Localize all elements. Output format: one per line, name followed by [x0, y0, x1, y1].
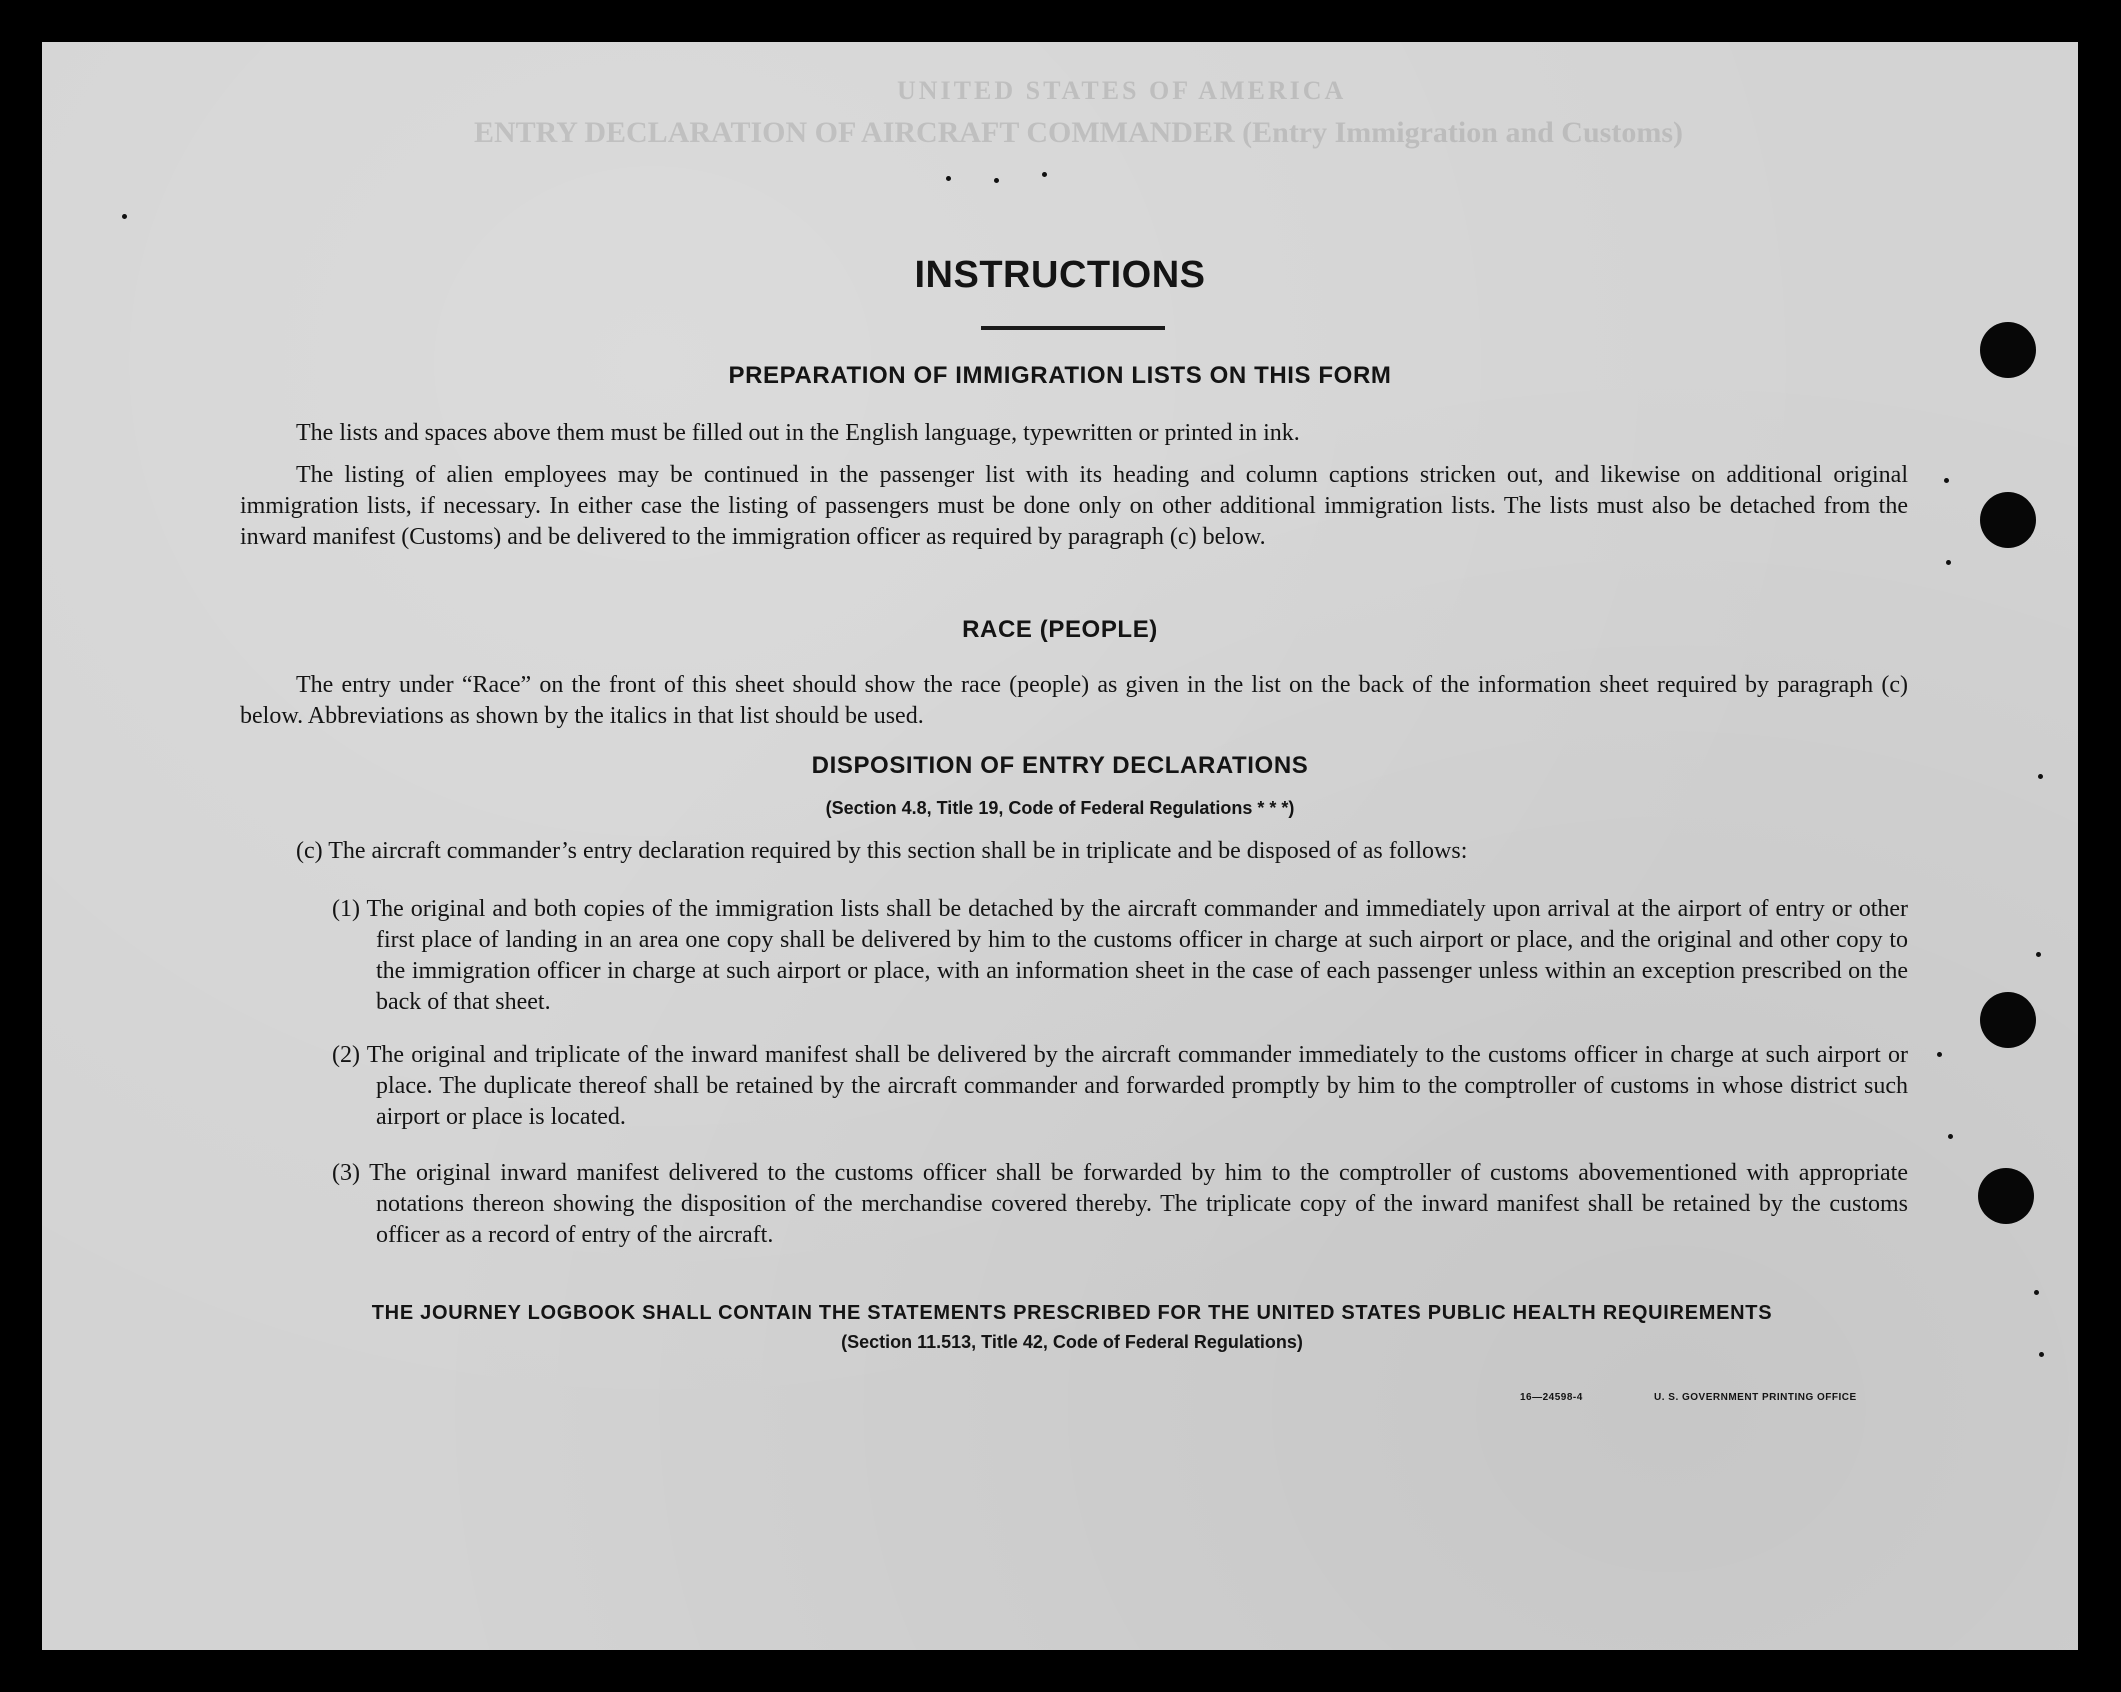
speck-mark	[1042, 172, 1047, 177]
footer-health-requirements: THE JOURNEY LOGBOOK SHALL CONTAIN THE STATEMENTS PRESCRIBED FOR THE UNITED STATES PUBLIC HEALTH REQUIREMENTS	[371, 1302, 1773, 1324]
heading-race: RACE (PEOPLE)	[962, 616, 1158, 643]
punch-hole	[1980, 992, 2036, 1048]
page-title: INSTRUCTIONS	[914, 254, 1206, 296]
speck-mark	[2039, 1352, 2044, 1357]
document-page	[42, 42, 2078, 1650]
speck-mark	[1948, 1134, 1953, 1139]
punch-hole	[1978, 1168, 2034, 1224]
speck-mark	[122, 214, 127, 219]
heading-disposition: DISPOSITION OF ENTRY DECLARATIONS	[811, 752, 1309, 779]
speck-mark	[1944, 478, 1949, 483]
speck-mark	[1946, 560, 1951, 565]
speck-mark	[2034, 1290, 2039, 1295]
printer-imprint: U. S. GOVERNMENT PRINTING OFFICE	[1654, 1392, 1857, 1403]
list-item-2: (2) The original and triplicate of the inward manifest shall be delivered by the aircraft commander immediately to the customs officer in charge at such airport or place. The duplicate thereof shall be retained by the aircraft commander and forwarded promptly by him to the comptroller of customs in whose district such airport or place is located.	[332, 1042, 1908, 1130]
paragraph-english-language: The lists and spaces above them must be filled out in the English language, typewritten or printed in ink.	[296, 420, 1300, 446]
citation-title-19: (Section 4.8, Title 19, Code of Federal Regulations * * *)	[825, 798, 1295, 818]
bleed-through-line-2: ENTRY DECLARATION OF AIRCRAFT COMMANDER (Entry Immigration and Customs)	[474, 116, 1683, 149]
speck-mark	[2036, 952, 2041, 957]
list-item-1: (1) The original and both copies of the immigration lists shall be detached by the aircraft commander and immediately upon arrival at the airport of entry or other first place of landing in an area one copy shall be delivered by him to the customs officer in charge at such airport or place, and the original and other copy to the immigration officer in charge at such airport or place, with an information sheet in the case of each passenger unless within an exception prescribed on the back of that sheet.	[332, 896, 1908, 1015]
punch-hole	[1980, 492, 2036, 548]
title-underline	[981, 326, 1165, 330]
paragraph-c-intro: (c) The aircraft commander’s entry declaration required by this section shall be in triplicate and be disposed of as follows:	[296, 838, 1468, 864]
speck-mark	[946, 176, 951, 181]
speck-mark	[2038, 774, 2043, 779]
bleed-through-line-1: UNITED STATES OF AMERICA	[897, 76, 1347, 105]
paragraph-alien-employees: The listing of alien employees may be continued in the passenger list with its heading and column captions stricken out, and likewise on additional original immigration lists, if necessary. In either case the listing of passengers must be done only on other additional immigration lists. The lists must also be detached from the inward manifest (Customs) and be delivered to the immigration officer as required by paragraph (c) below.	[240, 462, 1908, 550]
footer-citation: (Section 11.513, Title 42, Code of Federal Regulations)	[841, 1332, 1303, 1352]
list-item-3: (3) The original inward manifest delivered to the customs officer shall be forwarded by him to the comptroller of customs abovementioned with appropriate notations thereon showing the disposition of the merchandise covered thereby. The triplicate copy of the inward manifest shall be retained by the customs officer as a record of entry of the aircraft.	[332, 1160, 1908, 1248]
print-code: 16—24598-4	[1520, 1392, 1583, 1403]
speck-mark	[1937, 1052, 1942, 1057]
heading-preparation: PREPARATION OF IMMIGRATION LISTS ON THIS FORM	[728, 362, 1392, 389]
punch-hole	[1980, 322, 2036, 378]
paragraph-race: The entry under “Race” on the front of this sheet should show the race (people) as given in the list on the back of the information sheet required by paragraph (c) below. Abbreviations as shown by the italics in that list should be used.	[240, 672, 1908, 729]
speck-mark	[994, 178, 999, 183]
